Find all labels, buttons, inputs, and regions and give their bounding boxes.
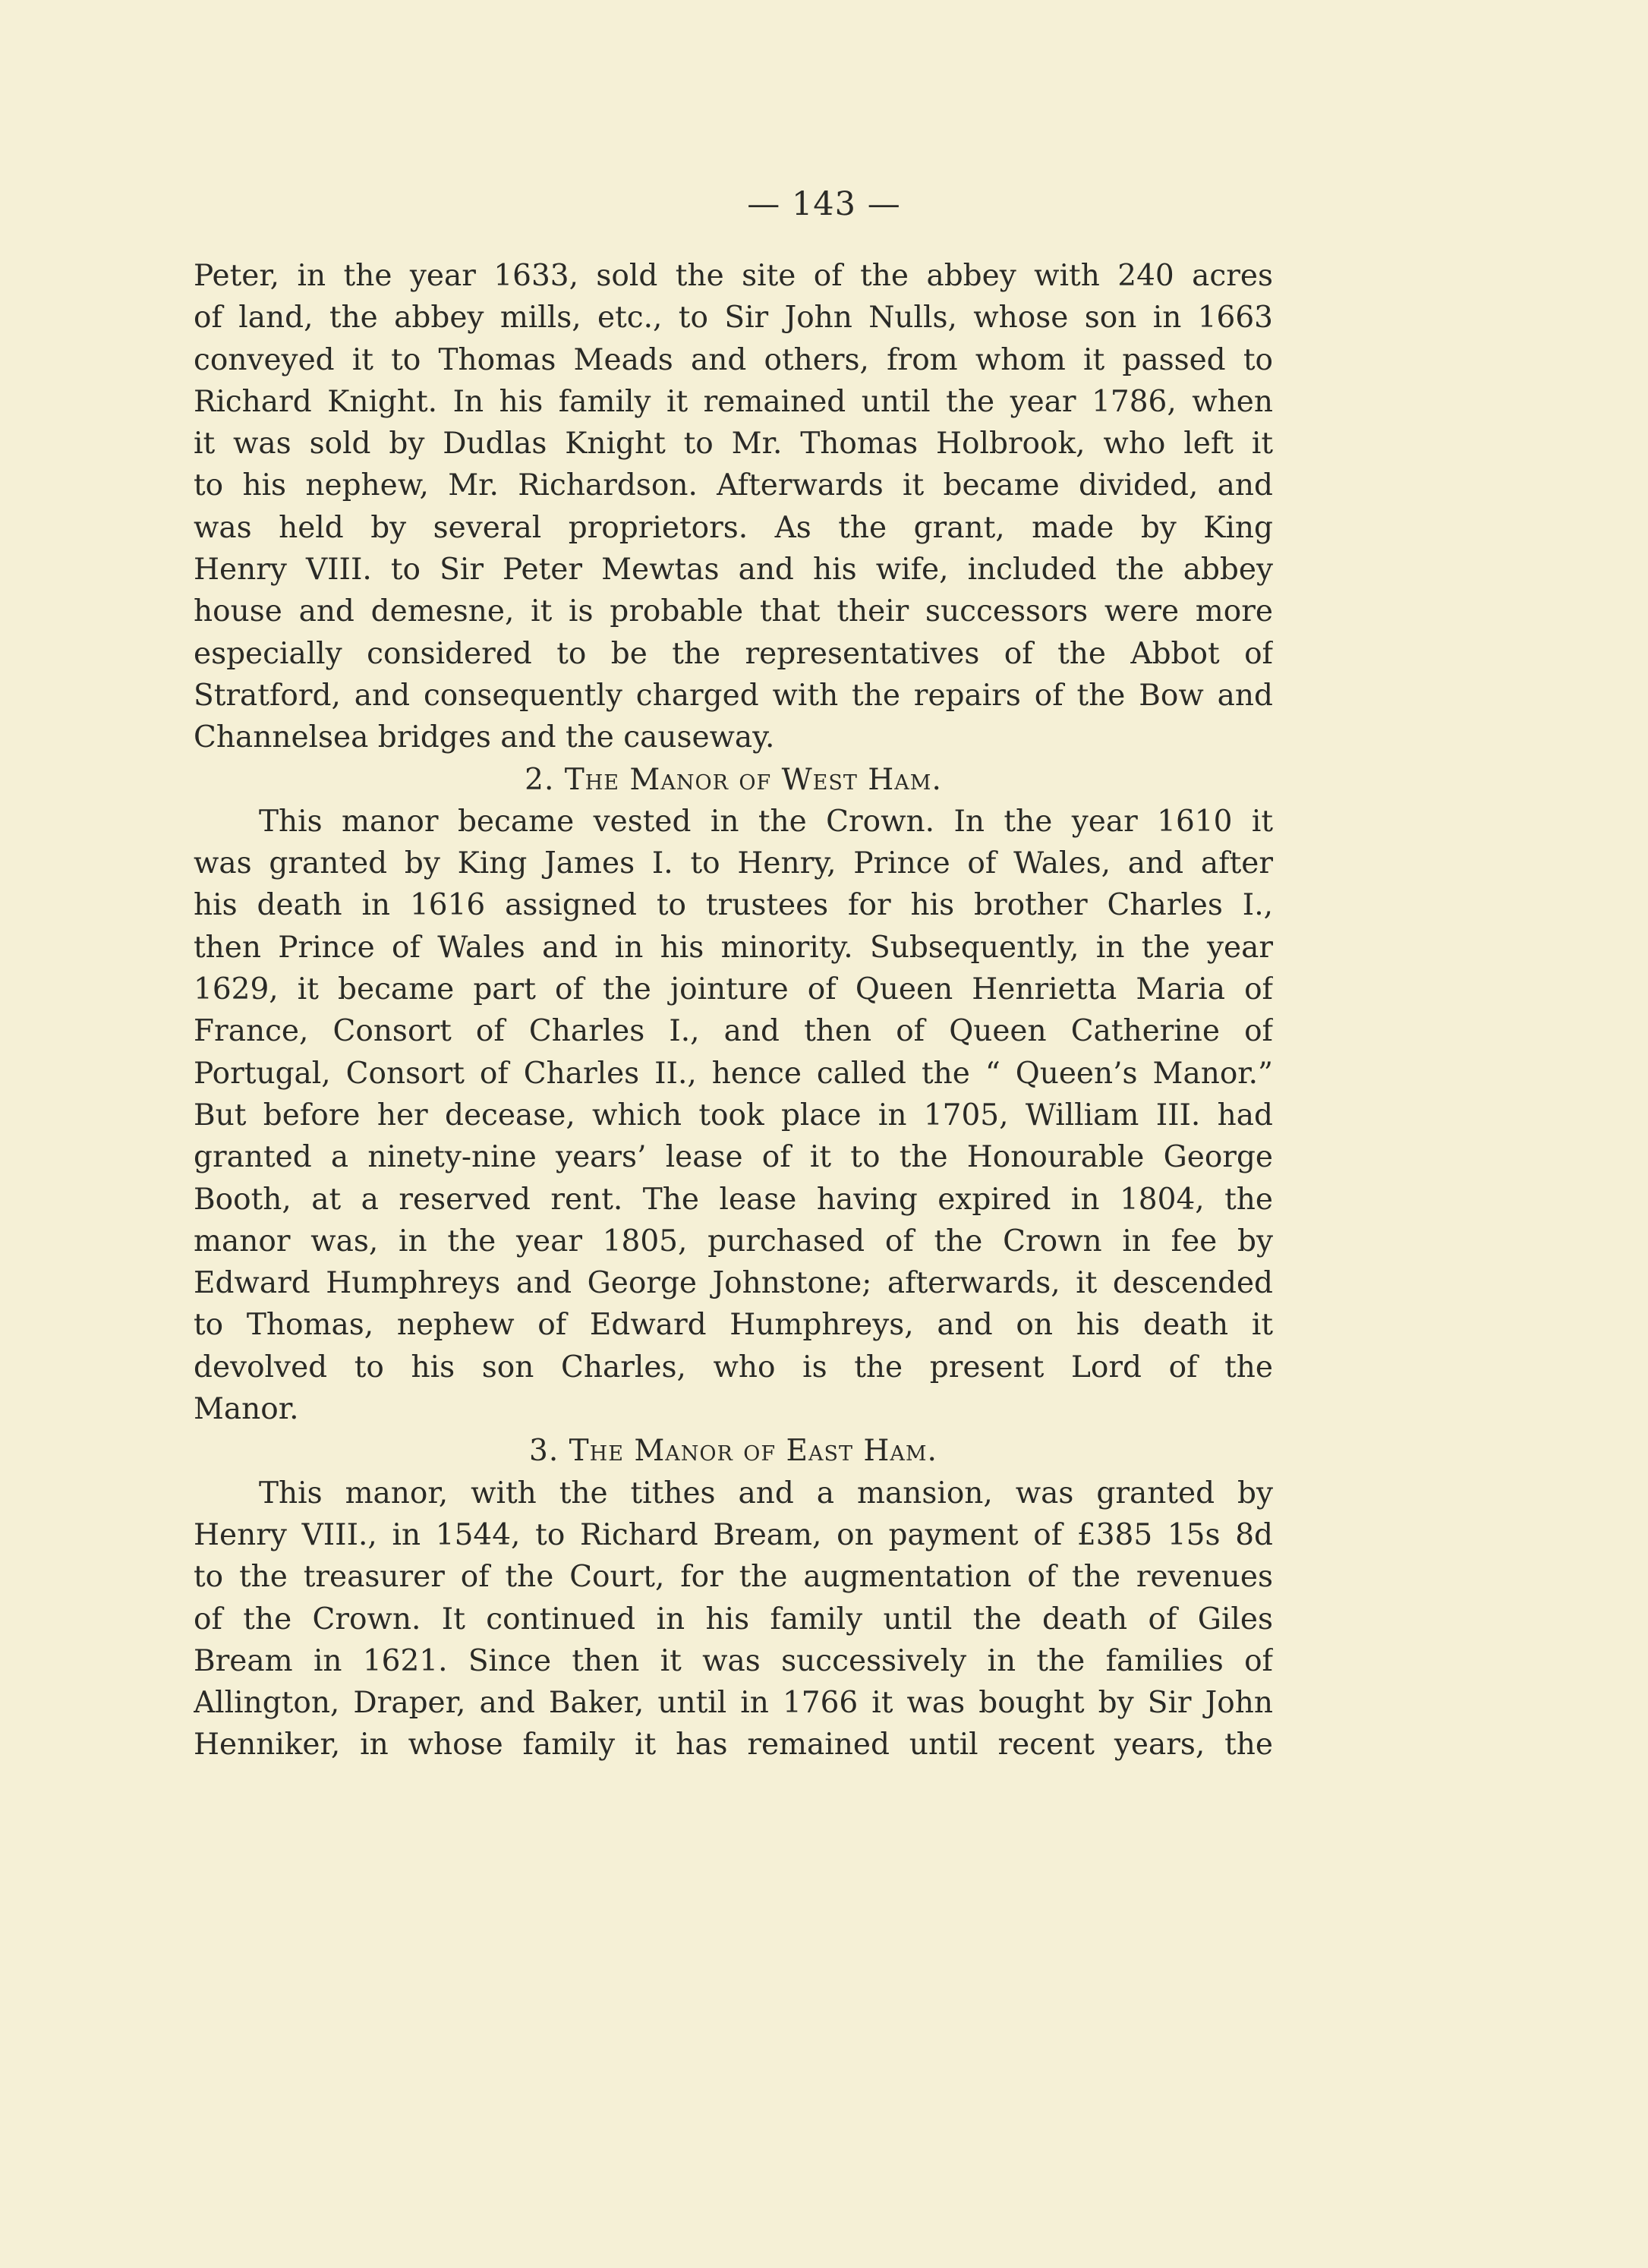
text-line: Stratford, and consequently charged with the repairs of the Bow and (194, 678, 1273, 713)
text-line: Channelsea bridges and the causeway. (194, 720, 775, 755)
text-line: to his nephew, Mr. Richardson. Afterwards it became divided, and (194, 468, 1273, 503)
text-line: his death in 1616 assigned to trustees for his brother Charles I., (194, 888, 1273, 923)
text-line: to the treasurer of the Court, for the augmentation of the revenues (194, 1560, 1273, 1595)
text-line: Bream in 1621. Since then it was successively in the families of (194, 1643, 1273, 1678)
text-line: then Prince of Wales and in his minority. Subsequently, in the year (194, 930, 1273, 965)
text-line: Edward Humphreys and George Johnstone; afterwards, it descended (194, 1266, 1273, 1301)
text-line: was granted by King James I. to Henry, Prince of Wales, and after (194, 846, 1273, 881)
text-line: house and demesne, it is probable that their successors were more (194, 594, 1273, 629)
paragraph-east-ham (194, 1473, 1273, 1766)
page-number: — 143 — (747, 185, 901, 223)
paragraph-abbey-site (194, 255, 1273, 759)
text-line: Henry VIII., in 1544, to Richard Bream, on payment of £385 15s 8d (194, 1517, 1273, 1552)
text-line: Peter, in the year 1633, sold the site of the abbey with 240 acres (194, 259, 1273, 293)
section-heading-east-ham: 3. The Manor of East Ham. (529, 1434, 937, 1469)
text-line: Henry VIII. to Sir Peter Mewtas and his wife, included the abbey (194, 553, 1273, 587)
text-line: Allington, Draper, and Baker, until in 1766 it was bought by Sir John (194, 1686, 1273, 1721)
text-line: This manor became vested in the Crown. In the year 1610 it (259, 804, 1273, 839)
text-line: Richard Knight. In his family it remained until the year 1786, when (194, 384, 1273, 419)
text-line: was held by several proprietors. As the grant, made by King (194, 510, 1273, 545)
body-text (194, 255, 1273, 1766)
text-line: But before her decease, which took place in 1705, William III. had (194, 1098, 1273, 1132)
text-line: France, Consort of Charles I., and then of Queen Catherine of (194, 1014, 1273, 1049)
text-line: it was sold by Dudlas Knight to Mr. Thomas Holbrook, who left it (194, 427, 1273, 461)
text-line: Booth, at a reserved rent. The lease having expired in 1804, the (194, 1182, 1273, 1217)
text-line: 1629, it became part of the jointure of Queen Henrietta Maria of (194, 972, 1273, 1007)
text-line: Manor. (194, 1392, 299, 1427)
text-line: especially considered to be the representatives of the Abbot of (194, 636, 1273, 671)
text-line: devolved to his son Charles, who is the present Lord of the (194, 1350, 1273, 1384)
text-line: This manor, with the tithes and a mansion, was granted by (259, 1476, 1273, 1510)
section-heading-west-ham: 2. The Manor of West Ham. (525, 762, 942, 797)
text-line: Henniker, in whose family it has remained until recent years, the (194, 1728, 1273, 1762)
text-line: granted a ninety-nine years’ lease of it to the Honourable George (194, 1140, 1273, 1175)
text-line: Portugal, Consort of Charles II., hence called the “ Queen’s Manor.” (194, 1056, 1273, 1091)
text-line: of the Crown. It continued in his family until the death of Giles (194, 1602, 1273, 1636)
text-line: manor was, in the year 1805, purchased of the Crown in fee by (194, 1224, 1273, 1258)
text-line: of land, the abbey mills, etc., to Sir John Nulls, whose son in 1663 (194, 301, 1273, 335)
text-line: conveyed it to Thomas Meads and others, from whom it passed to (194, 342, 1273, 377)
text-line: to Thomas, nephew of Edward Humphreys, and on his death it (194, 1308, 1273, 1343)
paragraph-west-ham (194, 801, 1273, 1430)
